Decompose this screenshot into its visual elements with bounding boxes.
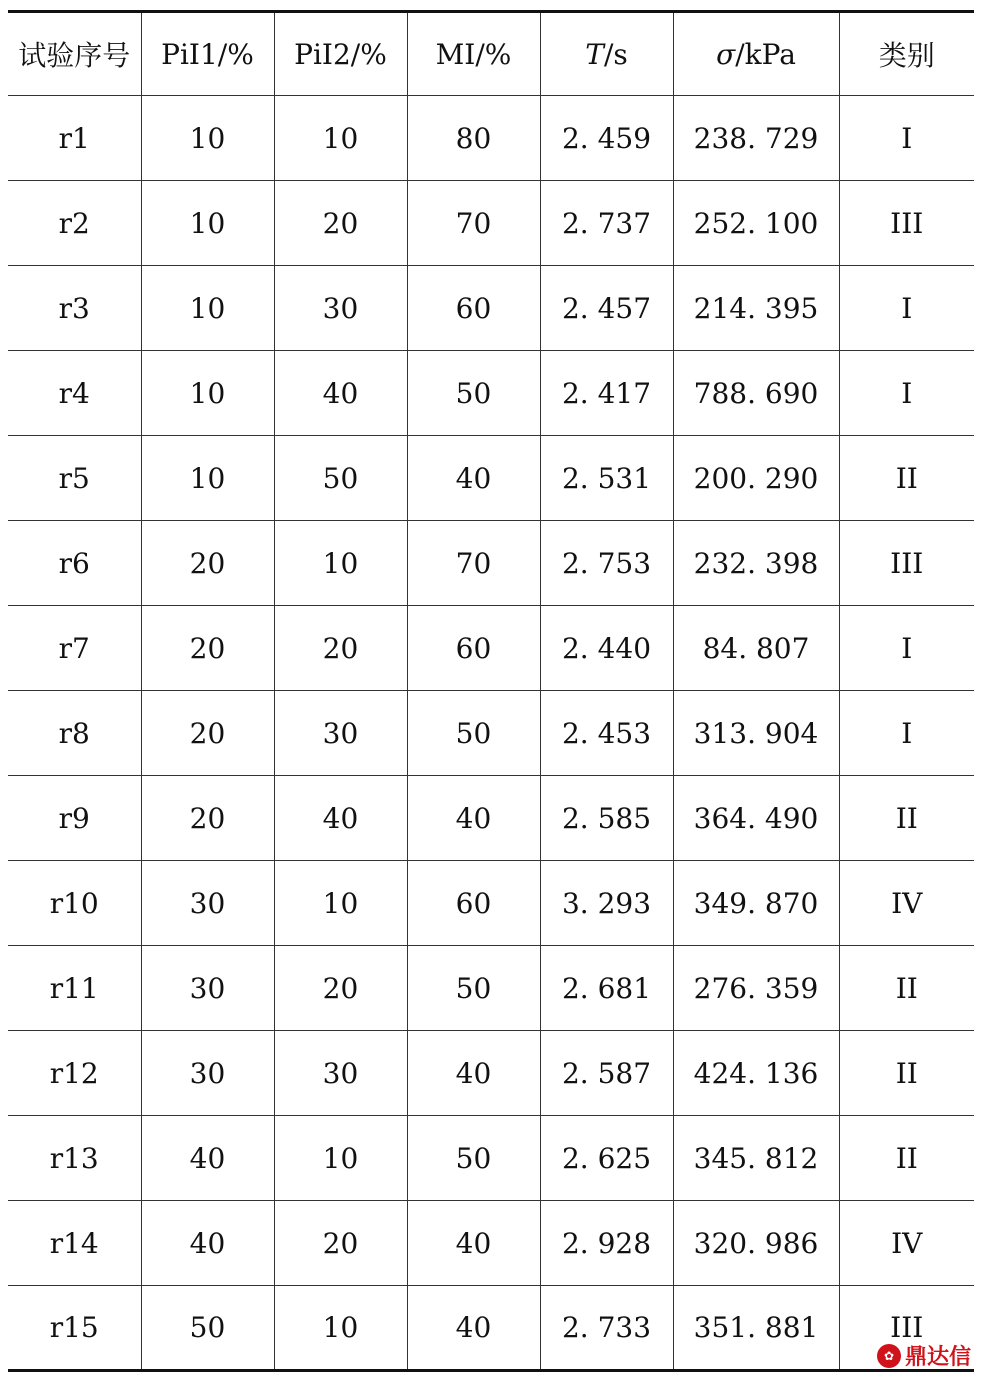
table-body bbox=[8, 96, 974, 1371]
cell-pii1: 10 bbox=[141, 351, 274, 436]
cell-mi: 80 bbox=[407, 96, 540, 181]
cell-pii1: 20 bbox=[141, 606, 274, 691]
cell-mi: 50 bbox=[407, 691, 540, 776]
watermark-text: 鼎达信 bbox=[904, 1345, 971, 1370]
cell-category: IV bbox=[839, 1201, 974, 1286]
cell-period: 2. 587 bbox=[540, 1031, 673, 1116]
cell-period: 2. 417 bbox=[540, 351, 673, 436]
cell-pii2: 30 bbox=[274, 1031, 407, 1116]
cell-mi: 70 bbox=[407, 181, 540, 266]
cell-pii2: 10 bbox=[274, 521, 407, 606]
cell-pii2: 40 bbox=[274, 351, 407, 436]
table-row bbox=[8, 436, 974, 521]
cell-pii1: 30 bbox=[141, 1031, 274, 1116]
cell-pii2: 10 bbox=[274, 96, 407, 181]
cell-mi: 70 bbox=[407, 521, 540, 606]
cell-mi: 50 bbox=[407, 351, 540, 436]
cell-category: I bbox=[839, 96, 974, 181]
cell-period: 2. 928 bbox=[540, 1201, 673, 1286]
cell-stress: 214. 395 bbox=[673, 266, 839, 351]
cell-pii2: 10 bbox=[274, 861, 407, 946]
cell-mi: 40 bbox=[407, 776, 540, 861]
cell-pii1: 40 bbox=[141, 1116, 274, 1201]
cell-category: III bbox=[839, 521, 974, 606]
header-row bbox=[8, 12, 974, 96]
cell-period: 2. 585 bbox=[540, 776, 673, 861]
cell-pii1: 10 bbox=[141, 96, 274, 181]
header-stress-symbol: σ bbox=[716, 37, 736, 71]
cell-stress: 276. 359 bbox=[673, 946, 839, 1031]
cell-period: 2. 733 bbox=[540, 1286, 673, 1371]
cell-pii1: 30 bbox=[141, 861, 274, 946]
cell-trial-id: r5 bbox=[8, 436, 141, 521]
cell-category: II bbox=[839, 1031, 974, 1116]
cell-mi: 40 bbox=[407, 436, 540, 521]
table-row bbox=[8, 946, 974, 1031]
cell-period: 2. 737 bbox=[540, 181, 673, 266]
watermark bbox=[877, 1340, 971, 1371]
cell-trial-id: r4 bbox=[8, 351, 141, 436]
logo-icon: ✿ bbox=[877, 1344, 901, 1368]
cell-trial-id: r6 bbox=[8, 521, 141, 606]
cell-pii1: 40 bbox=[141, 1201, 274, 1286]
cell-pii2: 20 bbox=[274, 1201, 407, 1286]
cell-period: 2. 625 bbox=[540, 1116, 673, 1201]
table-row bbox=[8, 606, 974, 691]
cell-stress: 320. 986 bbox=[673, 1201, 839, 1286]
cell-period: 2. 457 bbox=[540, 266, 673, 351]
cell-mi: 50 bbox=[407, 946, 540, 1031]
cell-period: 2. 459 bbox=[540, 96, 673, 181]
cell-pii2: 20 bbox=[274, 606, 407, 691]
cell-period: 2. 440 bbox=[540, 606, 673, 691]
cell-period: 3. 293 bbox=[540, 861, 673, 946]
header-period bbox=[540, 12, 673, 96]
cell-pii1: 10 bbox=[141, 436, 274, 521]
cell-category: I bbox=[839, 606, 974, 691]
cell-pii2: 10 bbox=[274, 1116, 407, 1201]
cell-mi: 60 bbox=[407, 266, 540, 351]
header-category: 类别 bbox=[839, 12, 974, 96]
cell-category: IV bbox=[839, 861, 974, 946]
cell-pii2: 20 bbox=[274, 181, 407, 266]
cell-stress: 313. 904 bbox=[673, 691, 839, 776]
cell-stress: 232. 398 bbox=[673, 521, 839, 606]
table-row bbox=[8, 1031, 974, 1116]
cell-trial-id: r1 bbox=[8, 96, 141, 181]
header-pii1: PiI1/% bbox=[141, 12, 274, 96]
cell-trial-id: r11 bbox=[8, 946, 141, 1031]
cell-stress: 238. 729 bbox=[673, 96, 839, 181]
cell-mi: 40 bbox=[407, 1031, 540, 1116]
cell-trial-id: r8 bbox=[8, 691, 141, 776]
cell-mi: 40 bbox=[407, 1201, 540, 1286]
cell-pii1: 20 bbox=[141, 691, 274, 776]
cell-pii2: 40 bbox=[274, 776, 407, 861]
table-row bbox=[8, 521, 974, 606]
header-stress bbox=[673, 12, 839, 96]
header-period-symbol: T bbox=[585, 37, 604, 71]
header-mi: MI/% bbox=[407, 12, 540, 96]
cell-stress: 349. 870 bbox=[673, 861, 839, 946]
cell-period: 2. 681 bbox=[540, 946, 673, 1031]
cell-stress: 364. 490 bbox=[673, 776, 839, 861]
cell-trial-id: r9 bbox=[8, 776, 141, 861]
cell-stress: 345. 812 bbox=[673, 1116, 839, 1201]
cell-trial-id: r3 bbox=[8, 266, 141, 351]
cell-stress: 788. 690 bbox=[673, 351, 839, 436]
cell-pii1: 10 bbox=[141, 181, 274, 266]
cell-pii1: 20 bbox=[141, 521, 274, 606]
cell-category: I bbox=[839, 266, 974, 351]
cell-category: I bbox=[839, 351, 974, 436]
cell-category: II bbox=[839, 1116, 974, 1201]
cell-mi: 40 bbox=[407, 1286, 540, 1371]
cell-period: 2. 531 bbox=[540, 436, 673, 521]
table-row bbox=[8, 1286, 974, 1371]
cell-mi: 60 bbox=[407, 606, 540, 691]
cell-stress: 200. 290 bbox=[673, 436, 839, 521]
cell-trial-id: r13 bbox=[8, 1116, 141, 1201]
table-header bbox=[8, 12, 974, 96]
cell-pii1: 10 bbox=[141, 266, 274, 351]
cell-category: II bbox=[839, 776, 974, 861]
cell-pii2: 30 bbox=[274, 691, 407, 776]
cell-pii2: 20 bbox=[274, 946, 407, 1031]
cell-stress: 252. 100 bbox=[673, 181, 839, 266]
cell-pii1: 50 bbox=[141, 1286, 274, 1371]
cell-period: 2. 453 bbox=[540, 691, 673, 776]
data-table-container bbox=[8, 10, 974, 1372]
cell-category: II bbox=[839, 946, 974, 1031]
cell-pii2: 30 bbox=[274, 266, 407, 351]
cell-category: II bbox=[839, 436, 974, 521]
table-row bbox=[8, 266, 974, 351]
table-row bbox=[8, 691, 974, 776]
cell-stress: 424. 136 bbox=[673, 1031, 839, 1116]
cell-mi: 60 bbox=[407, 861, 540, 946]
cell-pii2: 10 bbox=[274, 1286, 407, 1371]
table-row bbox=[8, 181, 974, 266]
header-period-unit: /s bbox=[603, 37, 628, 71]
header-pii2: PiI2/% bbox=[274, 12, 407, 96]
table-row bbox=[8, 1116, 974, 1201]
cell-pii1: 20 bbox=[141, 776, 274, 861]
header-trial-number: 试验序号 bbox=[8, 12, 141, 96]
header-stress-unit: /kPa bbox=[735, 37, 796, 71]
table-row bbox=[8, 96, 974, 181]
cell-trial-id: r14 bbox=[8, 1201, 141, 1286]
table-row bbox=[8, 1201, 974, 1286]
cell-trial-id: r12 bbox=[8, 1031, 141, 1116]
table-row bbox=[8, 776, 974, 861]
cell-pii2: 50 bbox=[274, 436, 407, 521]
cell-trial-id: r2 bbox=[8, 181, 141, 266]
cell-category: III bbox=[839, 181, 974, 266]
table-row bbox=[8, 861, 974, 946]
cell-category: III bbox=[890, 1311, 924, 1344]
cell-stress: 84. 807 bbox=[673, 606, 839, 691]
table-row bbox=[8, 351, 974, 436]
cell-mi: 50 bbox=[407, 1116, 540, 1201]
experiment-results-table bbox=[8, 10, 974, 1372]
cell-pii1: 30 bbox=[141, 946, 274, 1031]
cell-period: 2. 753 bbox=[540, 521, 673, 606]
cell-stress: 351. 881 bbox=[673, 1286, 839, 1371]
cell-category: I bbox=[839, 691, 974, 776]
cell-trial-id: r7 bbox=[8, 606, 141, 691]
cell-trial-id: r10 bbox=[8, 861, 141, 946]
cell-trial-id: r15 bbox=[8, 1286, 141, 1371]
